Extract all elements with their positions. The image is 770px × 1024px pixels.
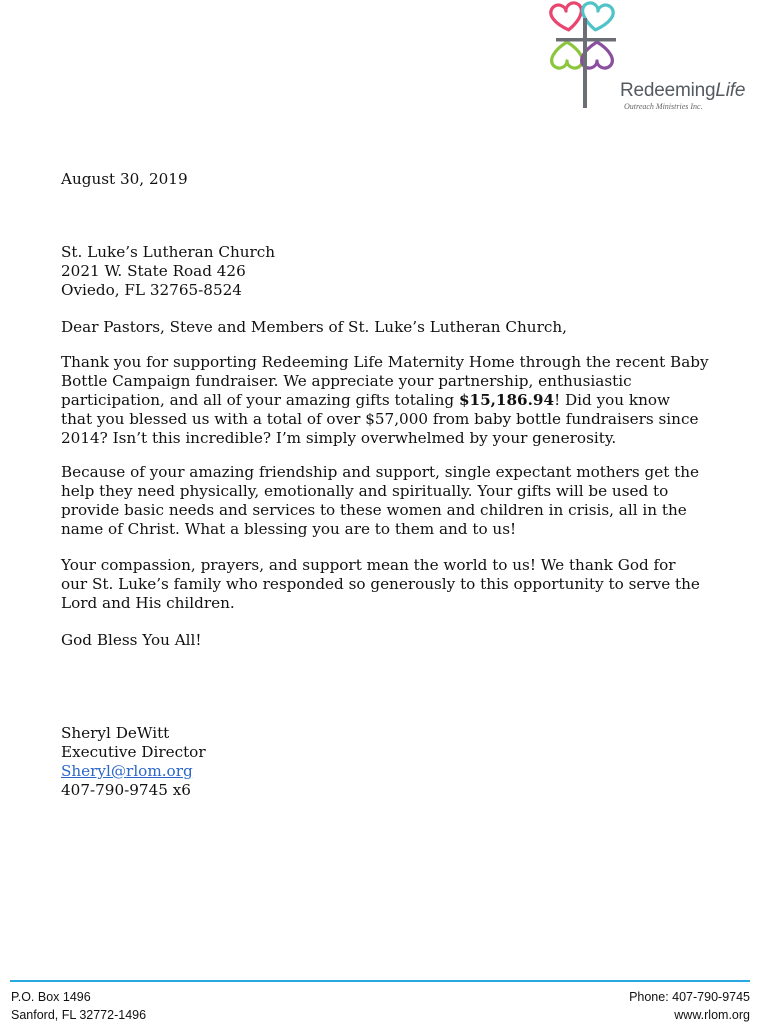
signer-title: Executive Director [61,743,206,761]
recipient-name: St. Luke’s Lutheran Church [61,243,276,261]
paragraph-line: Because of your amazing friendship and support, single expectant mothers get the [61,463,700,481]
footer-website[interactable]: www.rlom.org [674,1008,750,1022]
recipient-street: 2021 W. State Road 426 [61,262,246,280]
signer-name: Sheryl DeWitt [61,724,170,742]
paragraph-line [61,391,709,410]
org-name [620,80,745,102]
signer-phone: 407-790-9745 x6 [61,781,191,799]
paragraph-text: participation, and all of your amazing gifts totaling [61,391,459,409]
recipient-address [61,243,275,300]
heart-green-icon [552,42,583,68]
paragraph-line: Bottle Campaign fundraiser. We appreciate your partnership, enthusiastic [61,372,632,390]
paragraph-line: help they need physically, emotionally and spiritually. Your gifts will be used to [61,482,669,500]
closing: God Bless You All! [61,631,202,649]
paragraph-line: 2014? Isn’t this incredible? I’m simply overwhelmed by your generosity. [61,429,617,447]
hearts-cross-icon [542,0,632,110]
signature-block [61,724,206,800]
paragraph-line: our St. Luke’s family who responded so generously to this opportunity to serve the [61,575,700,593]
paragraph-3 [61,556,700,613]
cross-horizontal [556,38,616,42]
paragraph-1 [61,353,709,448]
letterhead-logo [542,0,757,115]
cross-vertical [583,18,587,108]
footer-city: Sanford, FL 32772-1496 [11,1008,147,1022]
recipient-city: Oviedo, FL 32765-8524 [61,281,242,299]
footer-divider [10,980,750,982]
paragraph-2 [61,463,699,539]
footer-address [11,988,146,1024]
paragraph-line: name of Christ. What a blessing you are to them and to us! [61,520,517,538]
paragraph-text: ! Did you know [554,391,671,409]
footer-contact [629,988,750,1024]
footer-phone: Phone: 407-790-9745 [629,990,750,1004]
paragraph-line: provide basic needs and services to these women and children in crisis, all in the [61,501,687,519]
letter-date: August 30, 2019 [61,170,188,188]
paragraph-line: Lord and His children. [61,594,235,612]
footer-po-box: P.O. Box 1496 [11,990,91,1004]
gift-total-amount: $15,186.94 [458,391,555,409]
signer-email-link[interactable]: Sheryl@rlom.org [61,762,193,780]
heart-pink-icon [550,2,584,32]
paragraph-line: that you blessed us with a total of over $57,000 from baby bottle fundraisers since [61,410,699,428]
org-name-part2: Life [715,80,746,101]
org-name-part1: Redeeming [620,80,716,101]
salutation: Dear Pastors, Steve and Members of St. Luke’s Lutheran Church, [61,318,567,336]
org-subtitle: Outreach Ministries Inc. [624,102,703,111]
paragraph-line: Thank you for supporting Redeeming Life Maternity Home through the recent Baby [61,353,709,371]
paragraph-line: Your compassion, prayers, and support mean the world to us! We thank God for [61,556,676,574]
